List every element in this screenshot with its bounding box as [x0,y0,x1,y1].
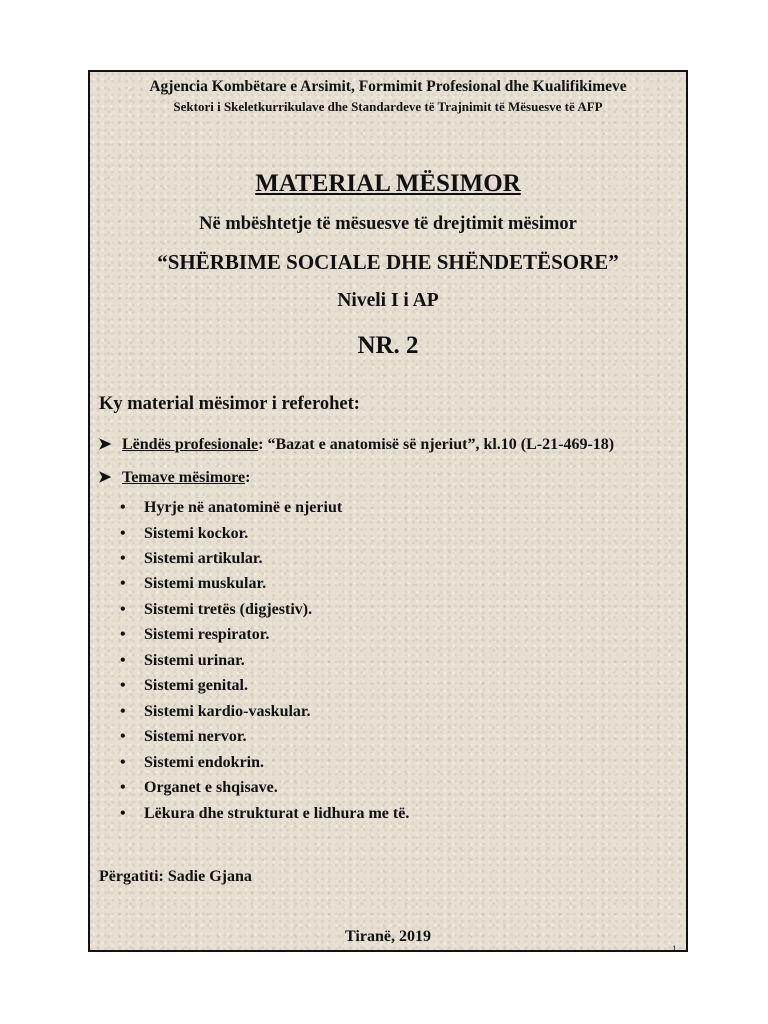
document-number: NR. 2 [357,332,419,359]
list-item: • Lëkura dhe strukturat e lidhura me të. [120,805,410,822]
page-title: MATERIAL MËSIMOR [255,170,521,197]
page-number: 1 [672,944,677,954]
arrow-bullet-icon: ➤ [98,436,112,453]
subject-row [98,434,614,454]
bullet-dot-icon: • [120,779,126,796]
bullet-dot-icon: • [120,525,126,542]
bullet-dot-icon: • [120,652,126,669]
bullet-dot-icon: • [120,728,126,745]
bullet-dot-icon: • [120,754,126,771]
list-item: • Sistemi endokrin. [120,754,265,771]
list-item: • Sistemi genital. [120,677,248,694]
bullet-dot-icon: • [120,626,126,643]
list-item: • Sistemi respirator. [120,626,270,643]
bullet-dot-icon: • [120,677,126,694]
subtitle-support: Në mbështetje të mësuesve të drejtimit mësimor [199,214,577,234]
subtitle-program: “SHËRBIME SOCIALE DHE SHËNDETËSORE” [157,250,619,274]
reference-heading: Ky material mësimor i referohet: [99,394,360,414]
bullet-dot-icon: • [120,601,126,618]
list-item: • Sistemi artikular. [120,550,263,567]
list-item: • Sistemi urinar. [120,652,245,669]
place-date: Tiranë, 2019 [345,928,431,945]
list-item: • Hyrje në anatominë e njeriut [120,499,343,516]
arrow-bullet-icon: ➤ [98,469,112,486]
list-item: • Organet e shqisave. [120,779,278,796]
sector-name: Sektori i Skeletkurrikulave dhe Standardeve të Trajnimit të Mësuesve të AFP [173,99,603,114]
level-label: Niveli I i AP [337,290,439,311]
bullet-dot-icon: • [120,575,126,592]
list-item: • Sistemi muskular. [120,575,267,592]
bullet-dot-icon: • [120,805,126,822]
bullet-dot-icon: • [120,703,126,720]
subject-label: Lëndës profesionale [122,436,259,453]
document-page [88,70,688,952]
bullet-dot-icon: • [120,499,126,516]
list-item: • Sistemi kardio-vaskular. [120,703,311,720]
topics-heading-colon: : [245,469,251,486]
topics-heading-row [98,467,250,487]
list-item: • Sistemi tretës (digjestiv). [120,601,313,618]
topics-heading-label: Temave mësimore [122,469,246,486]
subject-value: : “Bazat e anatomisë së njeriut”, kl.10 (L-21-469-18) [258,436,615,453]
list-item: • Sistemi nervor. [120,728,247,745]
agency-name: Agjencia Kombëtare e Arsimit, Formimit Profesional dhe Kualifikimeve [149,78,627,95]
bullet-dot-icon: • [120,550,126,567]
prepared-by: Përgatiti: Sadie Gjana [99,868,252,885]
list-item: • Sistemi kockor. [120,525,249,542]
